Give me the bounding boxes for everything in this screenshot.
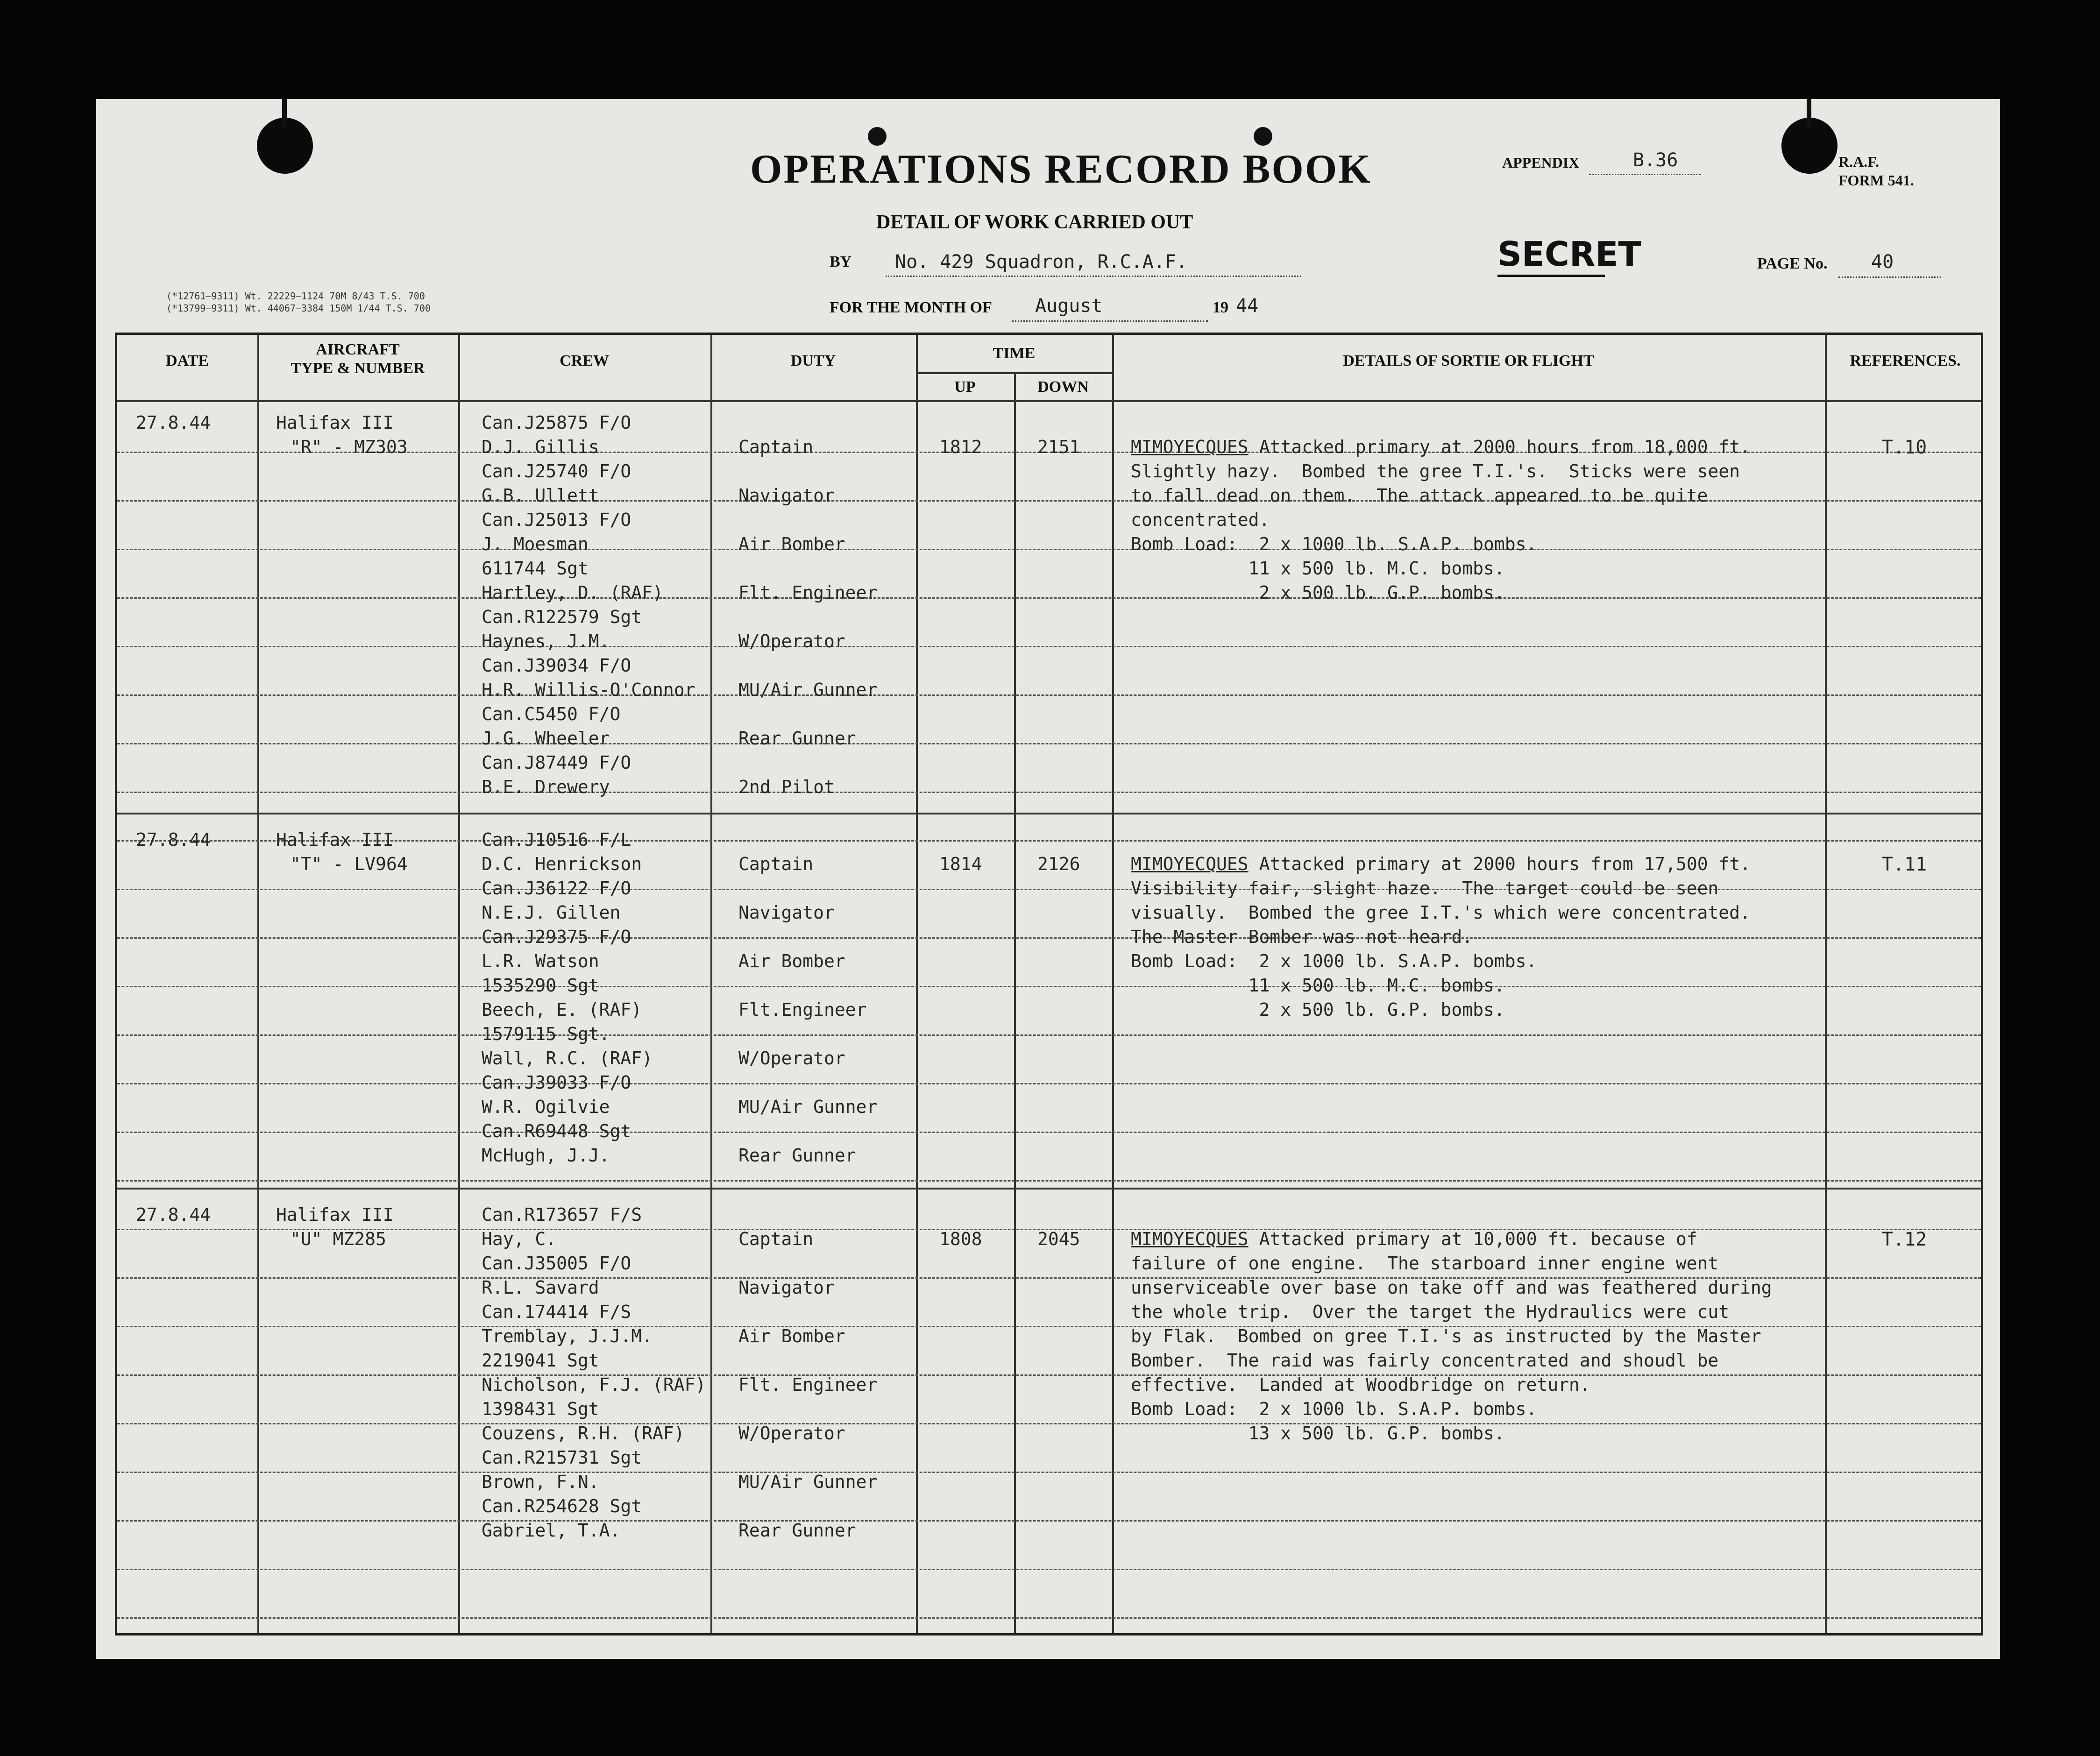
col-divider bbox=[916, 335, 918, 1633]
crew-entry: J. Moesman bbox=[482, 534, 589, 554]
duty-entry: Navigator bbox=[738, 902, 835, 923]
duty-entry: Captain bbox=[738, 437, 814, 457]
punch-dot bbox=[1254, 127, 1272, 146]
sortie-detail-line: failure of one engine. The starboard inner engine went bbox=[1131, 1253, 1719, 1274]
aircraft-type: Halifax III bbox=[276, 412, 394, 433]
crew-entry: Nicholson, F.J. (RAF) bbox=[482, 1374, 706, 1395]
binder-strip-left bbox=[282, 99, 287, 127]
ruled-line bbox=[117, 840, 1981, 842]
year-prefix: 19 bbox=[1213, 299, 1228, 316]
crew-entry: 1398431 Sgt bbox=[482, 1399, 599, 1419]
ruled-line bbox=[117, 1520, 1981, 1522]
sortie-date: 27.8.44 bbox=[136, 1204, 211, 1225]
crew-entry: Brown, F.N. bbox=[482, 1472, 599, 1492]
ruled-line bbox=[117, 1083, 1981, 1084]
duty-entry: Flt. Engineer bbox=[738, 582, 878, 603]
sortie-date: 27.8.44 bbox=[136, 829, 211, 850]
section-divider bbox=[117, 813, 1981, 814]
crew-entry: Can.C5450 F/O bbox=[482, 704, 621, 724]
crew-entry: McHugh, J.J. bbox=[482, 1145, 610, 1166]
crew-entry: Beech, E. (RAF) bbox=[482, 999, 642, 1020]
col-down: DOWN bbox=[1037, 378, 1089, 396]
ruled-line bbox=[117, 1180, 1981, 1182]
duty-entry: Flt. Engineer bbox=[738, 1374, 878, 1395]
crew-entry: Hartley, D. (RAF) bbox=[482, 582, 663, 603]
crew-entry: Can.J25875 F/O bbox=[482, 412, 631, 433]
duty-entry: W/Operator bbox=[738, 1048, 845, 1069]
sortie-reference: T.12 bbox=[1881, 1229, 1927, 1250]
time-up: 1812 bbox=[939, 437, 982, 457]
sortie-detail-line: concentrated. bbox=[1131, 510, 1270, 530]
crew-entry: Hay, C. bbox=[482, 1229, 557, 1249]
punch-dot bbox=[868, 127, 887, 146]
time-down: 2151 bbox=[1037, 437, 1080, 457]
record-sheet bbox=[96, 99, 2000, 1659]
crew-entry: Can.J29375 F/O bbox=[482, 927, 631, 947]
crew-entry: Can.J36122 F/O bbox=[482, 878, 631, 899]
sortie-detail-line: by Flak. Bombed on gree T.I.'s as instructed by the Master bbox=[1131, 1326, 1761, 1346]
aircraft-number: "U" MZ285 bbox=[290, 1229, 386, 1249]
col-date: DATE bbox=[166, 352, 209, 369]
sortie-detail-line: Visibility fair, slight haze. The target could be seen bbox=[1131, 878, 1719, 899]
month-label: FOR THE MONTH OF bbox=[830, 299, 992, 316]
duty-entry: Navigator bbox=[738, 1277, 835, 1298]
ruled-line bbox=[117, 1132, 1981, 1133]
crew-entry: B.E. Drewery bbox=[482, 777, 610, 797]
ruled-line bbox=[117, 1423, 1981, 1424]
sortie-detail-line: The Master Bomber was not heard. bbox=[1131, 927, 1473, 947]
sortie-reference: T.10 bbox=[1881, 437, 1927, 458]
appendix-value: B.36 bbox=[1633, 149, 1678, 171]
crew-entry: Can.J35005 F/O bbox=[482, 1253, 631, 1274]
duty-entry: 2nd Pilot bbox=[738, 777, 835, 797]
sortie-detail-line: Bomb Load: 2 x 1000 lb. S.A.P. bombs. bbox=[1131, 534, 1537, 554]
time-up: 1808 bbox=[939, 1229, 982, 1249]
duty-entry: Rear Gunner bbox=[738, 728, 856, 749]
ruled-line bbox=[117, 549, 1981, 550]
sortie-target: MIMOYECQUES bbox=[1131, 437, 1249, 457]
page-subtitle: DETAIL OF WORK CARRIED OUT bbox=[876, 212, 1193, 233]
sortie-detail-line: 11 x 500 lb. M.C. bombs. bbox=[1131, 558, 1505, 579]
crew-entry: 611744 Sgt bbox=[482, 558, 589, 579]
crew-entry: Can.J10516 F/L bbox=[482, 829, 631, 850]
crew-entry: Couzens, R.H. (RAF) bbox=[482, 1423, 685, 1444]
ruled-line bbox=[117, 1472, 1981, 1473]
print-code-2: (*13799—9311) Wt. 44067—3384 150M 1/44 T.S. 700 bbox=[166, 303, 431, 314]
ruled-line bbox=[117, 1034, 1981, 1036]
crew-entry: N.E.J. Gillen bbox=[482, 902, 621, 923]
duty-entry: Air Bomber bbox=[738, 534, 845, 554]
crew-entry: Can.R122579 Sgt bbox=[482, 607, 642, 627]
ruled-line bbox=[117, 743, 1981, 744]
ruled-line bbox=[117, 937, 1981, 939]
appendix-dotline bbox=[1589, 174, 1701, 175]
duty-entry: MU/Air Gunner bbox=[738, 1097, 878, 1117]
header-bottom-rule bbox=[117, 400, 1981, 402]
col-aircraft: AIRCRAFT TYPE & NUMBER bbox=[291, 341, 425, 377]
crew-entry: Can.R254628 Sgt bbox=[482, 1496, 642, 1516]
col-divider bbox=[257, 335, 259, 1633]
sortie-detail-line: 2 x 500 lb. G.P. bombs. bbox=[1131, 582, 1505, 603]
crew-entry: Haynes, J.M. bbox=[482, 631, 610, 651]
crew-entry: D.J. Gillis bbox=[482, 437, 599, 457]
crew-entry: Can.R215731 Sgt bbox=[482, 1447, 642, 1468]
aircraft-type: Halifax III bbox=[276, 1204, 394, 1225]
crew-entry: Can.R69448 Sgt bbox=[482, 1121, 631, 1141]
col-divider bbox=[1825, 335, 1827, 1633]
squadron-value: No. 429 Squadron, R.C.A.F. bbox=[895, 251, 1188, 273]
sortie-detail-line: Attacked primary at 2000 hours from 17,500 ft. bbox=[1248, 854, 1751, 874]
ruled-line bbox=[117, 1569, 1981, 1570]
ruled-line bbox=[117, 646, 1981, 647]
crew-entry: L.R. Watson bbox=[482, 951, 599, 971]
duty-entry: Navigator bbox=[738, 485, 835, 506]
appendix-label: APPENDIX bbox=[1502, 154, 1580, 171]
col-details: DETAILS OF SORTIE OR FLIGHT bbox=[1343, 352, 1594, 369]
crew-entry: H.R. Willis-O'Connor bbox=[482, 680, 695, 700]
crew-entry: R.L. Savard bbox=[482, 1277, 599, 1298]
ruled-line bbox=[117, 1617, 1981, 1619]
month-value: August bbox=[1035, 295, 1103, 317]
crew-entry: D.C. Henrickson bbox=[482, 854, 642, 874]
sortie-reference: T.11 bbox=[1881, 854, 1927, 875]
sortie-detail-line: 11 x 500 lb. M.C. bombs. bbox=[1131, 975, 1505, 996]
col-up: UP bbox=[954, 378, 976, 396]
duty-entry: Air Bomber bbox=[738, 951, 845, 971]
time-down: 2045 bbox=[1037, 1229, 1080, 1249]
aircraft-type: Halifax III bbox=[276, 829, 394, 850]
crew-entry: Can.J25740 F/O bbox=[482, 461, 631, 481]
col-duty: DUTY bbox=[790, 352, 836, 369]
month-dotline bbox=[1012, 320, 1208, 322]
col-references: REFERENCES. bbox=[1850, 352, 1961, 369]
page-number-label: PAGE No. bbox=[1757, 255, 1828, 272]
crew-entry: Can.J39033 F/O bbox=[482, 1072, 631, 1093]
col-divider bbox=[1112, 335, 1114, 1633]
sortie-detail-line: Slightly hazy. Bombed the gree T.I.'s. Sticks were seen bbox=[1131, 461, 1740, 481]
duty-entry: Captain bbox=[738, 854, 814, 874]
sortie-detail-line: effective. Landed at Woodbridge on return. bbox=[1131, 1374, 1590, 1395]
sortie-table bbox=[115, 333, 1983, 1636]
duty-entry: Air Bomber bbox=[738, 1326, 845, 1346]
sortie-target: MIMOYECQUES bbox=[1131, 1229, 1249, 1249]
crew-entry: Wall, R.C. (RAF) bbox=[482, 1048, 653, 1069]
ruled-line bbox=[117, 792, 1981, 793]
page-title: OPERATIONS RECORD BOOK bbox=[750, 147, 1372, 192]
ruled-line bbox=[117, 597, 1981, 599]
sortie-date: 27.8.44 bbox=[136, 412, 211, 433]
crew-entry: 2219041 Sgt bbox=[482, 1350, 599, 1371]
by-label: BY bbox=[830, 253, 852, 270]
time-up: 1814 bbox=[939, 854, 982, 874]
binder-strip-right bbox=[1807, 99, 1811, 127]
sortie-detail-line: Bomb Load: 2 x 1000 lb. S.A.P. bombs. bbox=[1131, 951, 1537, 971]
year-value: 44 bbox=[1236, 295, 1259, 317]
section-divider bbox=[117, 1188, 1981, 1190]
crew-entry: Can.174414 F/S bbox=[482, 1302, 631, 1322]
sortie-detail-line: Attacked primary at 2000 hours from 18,000 ft. bbox=[1248, 437, 1751, 457]
ruled-line bbox=[117, 694, 1981, 696]
sortie-detail-line: the whole trip. Over the target the Hydraulics were cut bbox=[1131, 1302, 1730, 1322]
secret-stamp: SECRET bbox=[1497, 234, 1641, 274]
sortie-detail-line: unserviceable over base on take off and was feathered during bbox=[1131, 1277, 1772, 1298]
sortie-detail-line: Bomber. The raid was fairly concentrated and shoudl be bbox=[1131, 1350, 1719, 1371]
crew-entry: W.R. Ogilvie bbox=[482, 1097, 610, 1117]
duty-entry: Rear Gunner bbox=[738, 1145, 856, 1166]
by-dotline bbox=[886, 276, 1301, 277]
time-down: 2126 bbox=[1037, 854, 1080, 874]
page-number-dotline bbox=[1838, 276, 1941, 278]
duty-entry: Captain bbox=[738, 1229, 814, 1249]
duty-entry: MU/Air Gunner bbox=[738, 1472, 878, 1492]
col-divider bbox=[1014, 372, 1016, 1633]
crew-entry: Gabriel, T.A. bbox=[482, 1520, 621, 1541]
form-label-raf: R.A.F. bbox=[1838, 153, 1879, 170]
crew-entry: 1579115 Sgt. bbox=[482, 1024, 610, 1044]
crew-entry: Tremblay, J.J.M. bbox=[482, 1326, 653, 1346]
secret-underline bbox=[1497, 275, 1605, 277]
sortie-target: MIMOYECQUES bbox=[1131, 854, 1249, 874]
crew-entry: Can.J25013 F/O bbox=[482, 510, 631, 530]
duty-entry: Flt.Engineer bbox=[738, 999, 867, 1020]
ruled-line bbox=[117, 1374, 1981, 1376]
col-divider bbox=[710, 335, 712, 1633]
col-divider bbox=[458, 335, 460, 1633]
crew-entry: G.B. Ullett bbox=[482, 485, 599, 506]
page-number-value: 40 bbox=[1871, 251, 1894, 273]
col-time: TIME bbox=[993, 345, 1036, 362]
crew-entry: 1535290 Sgt bbox=[482, 975, 599, 996]
sortie-detail-line: 13 x 500 lb. G.P. bombs. bbox=[1131, 1423, 1505, 1444]
duty-entry: MU/Air Gunner bbox=[738, 680, 878, 700]
duty-entry: W/Operator bbox=[738, 1423, 845, 1444]
ruled-line bbox=[117, 986, 1981, 987]
col-crew: CREW bbox=[560, 352, 609, 369]
crew-entry: Can.R173657 F/S bbox=[482, 1204, 642, 1225]
time-subheader-rule bbox=[916, 372, 1112, 374]
print-code-1: (*12761—9311) Wt. 22229—1124 70M 8/43 T.S. 700 bbox=[166, 290, 425, 302]
crew-entry: J.G. Wheeler bbox=[482, 728, 610, 749]
sortie-detail-line: Attacked primary at 10,000 ft. because of bbox=[1248, 1229, 1697, 1249]
crew-entry: Can.J87449 F/O bbox=[482, 752, 631, 773]
form-label-number: FORM 541. bbox=[1838, 172, 1914, 189]
duty-entry: Rear Gunner bbox=[738, 1520, 856, 1541]
sortie-detail-line: Bomb Load: 2 x 1000 lb. S.A.P. bombs. bbox=[1131, 1399, 1537, 1419]
sortie-detail-line: visually. Bombed the gree I.T.'s which were concentrated. bbox=[1131, 902, 1751, 923]
duty-entry: W/Operator bbox=[738, 631, 845, 651]
sortie-detail-line: to fall dead on them. The attack appeared to be quite bbox=[1131, 485, 1708, 506]
aircraft-number: "T" - LV964 bbox=[290, 854, 408, 874]
sortie-detail-line: 2 x 500 lb. G.P. bombs. bbox=[1131, 999, 1505, 1020]
aircraft-number: "R" - MZ303 bbox=[290, 437, 408, 457]
crew-entry: Can.J39034 F/O bbox=[482, 655, 631, 676]
